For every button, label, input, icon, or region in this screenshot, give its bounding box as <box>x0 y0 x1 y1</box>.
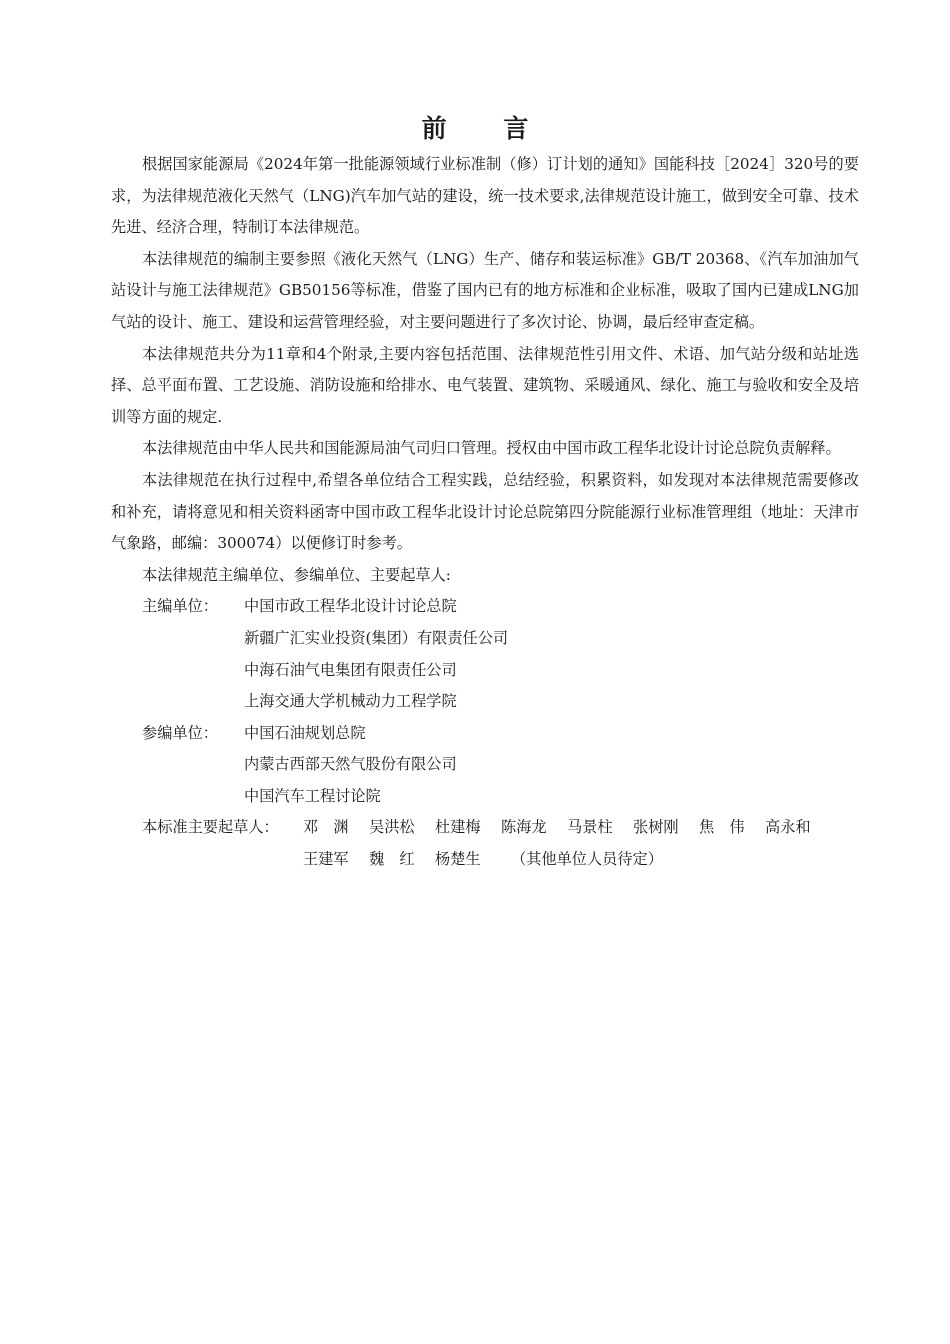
drafter-name: 高永和 <box>765 818 811 837</box>
chief-unit-row <box>111 623 859 655</box>
drafter-name: 马景柱 <box>567 818 613 837</box>
unit-label-spacer <box>111 781 244 813</box>
preface-paragraph-4: 本法律规范由中华人民共和国能源局油气司归口管理。授权由中国市政工程华北设计讨论总院负责解释。 <box>142 439 841 458</box>
preface-paragraph-3: 本法律规范共分为11章和4个附录,主要内容包括范围、法律规范性引用文件、术语、加气站分级和站址选择、总平面布置、工艺设施、消防设施和给排水、电气装置、建筑物、采暖通风、绿化、施工与验收和安全及培训等方面的规定. <box>111 344 859 426</box>
chief-unit-row <box>111 591 859 623</box>
drafters-label: 本标准主要起草人： <box>142 818 279 837</box>
drafter-name: 焦 伟 <box>699 818 745 837</box>
preface-paragraph-1: 根据国家能源局《2024年第一批能源领域行业标准制（修）订计划的通知》国能科技［2024］320号的要求，为法律规范液化天然气（LNG)汽车加气站的建设，统一技术要求,法律规范设计施工，做到安全可靠、技术先进、经济合理，特制订本法律规范。 <box>111 155 859 237</box>
unit-label-spacer <box>111 749 244 781</box>
drafter-names <box>303 812 859 875</box>
preface-paragraph-2: 本法律规范的编制主要参照《液化天然气（LNG）生产、储存和装运标准》GB/T 20368、《汽车加油加气站设计与施工法律规范》GB50156等标准，借鉴了国内已有的地方标准和企业标准，吸取了国内已建成LNG加气站的设计、施工、建设和运营管理经验，对主要问题进行了多次讨论、协调，最后经审查定稿。 <box>111 249 859 331</box>
participating-unit-name: 中国汽车工程讨论院 <box>244 786 381 805</box>
drafter-name: 杨楚生 <box>435 850 481 869</box>
drafter-name: 陈海龙 <box>501 818 547 837</box>
participating-unit-row <box>111 749 859 781</box>
drafter-name: 张树刚 <box>633 818 679 837</box>
drafter-name: 王建军 <box>303 850 349 869</box>
participating-unit-row <box>111 781 859 813</box>
participating-unit-name: 内蒙古西部天然气股份有限公司 <box>244 755 457 774</box>
participating-unit-row <box>111 718 859 750</box>
chief-unit-row <box>111 655 859 687</box>
chief-unit-name: 上海交通大学机械动力工程学院 <box>244 692 457 711</box>
chief-unit-name: 中海石油气电集团有限责任公司 <box>244 660 457 679</box>
drafter-name: 魏 红 <box>369 850 415 869</box>
chief-units-label: 主编单位： <box>142 597 218 616</box>
page-title: 前 言 <box>421 114 553 143</box>
unit-label-spacer <box>111 623 244 655</box>
chief-unit-name: 中国市政工程华北设计讨论总院 <box>244 597 457 616</box>
chief-unit-name: 新疆广汇实业投资(集团）有限责任公司 <box>244 628 509 647</box>
preface-paragraph-5: 本法律规范在执行过程中,希望各单位结合工程实践，总结经验，积累资料，如发现对本法律规范需要修改和补充，请将意见和相关资料函寄中国市政工程华北设计讨论总院第四分院能源行业标准管理组（地址：天津市气象路，邮编：300074）以便修订时参考。 <box>111 470 859 553</box>
preface-body <box>111 149 859 876</box>
drafter-name: 杜建梅 <box>435 818 481 837</box>
drafter-name: 邓 渊 <box>303 818 349 837</box>
drafters-note: （其他单位人员待定） <box>511 850 663 869</box>
chief-unit-row <box>111 686 859 718</box>
participating-units-label: 参编单位： <box>142 723 218 742</box>
unit-label-spacer <box>111 655 244 687</box>
drafter-name: 吴洪松 <box>369 818 415 837</box>
units-intro: 本法律规范主编单位、参编单位、主要起草人: <box>142 565 451 584</box>
unit-label-spacer <box>111 686 244 718</box>
drafters-row <box>111 812 859 875</box>
participating-unit-name: 中国石油规划总院 <box>244 723 366 742</box>
